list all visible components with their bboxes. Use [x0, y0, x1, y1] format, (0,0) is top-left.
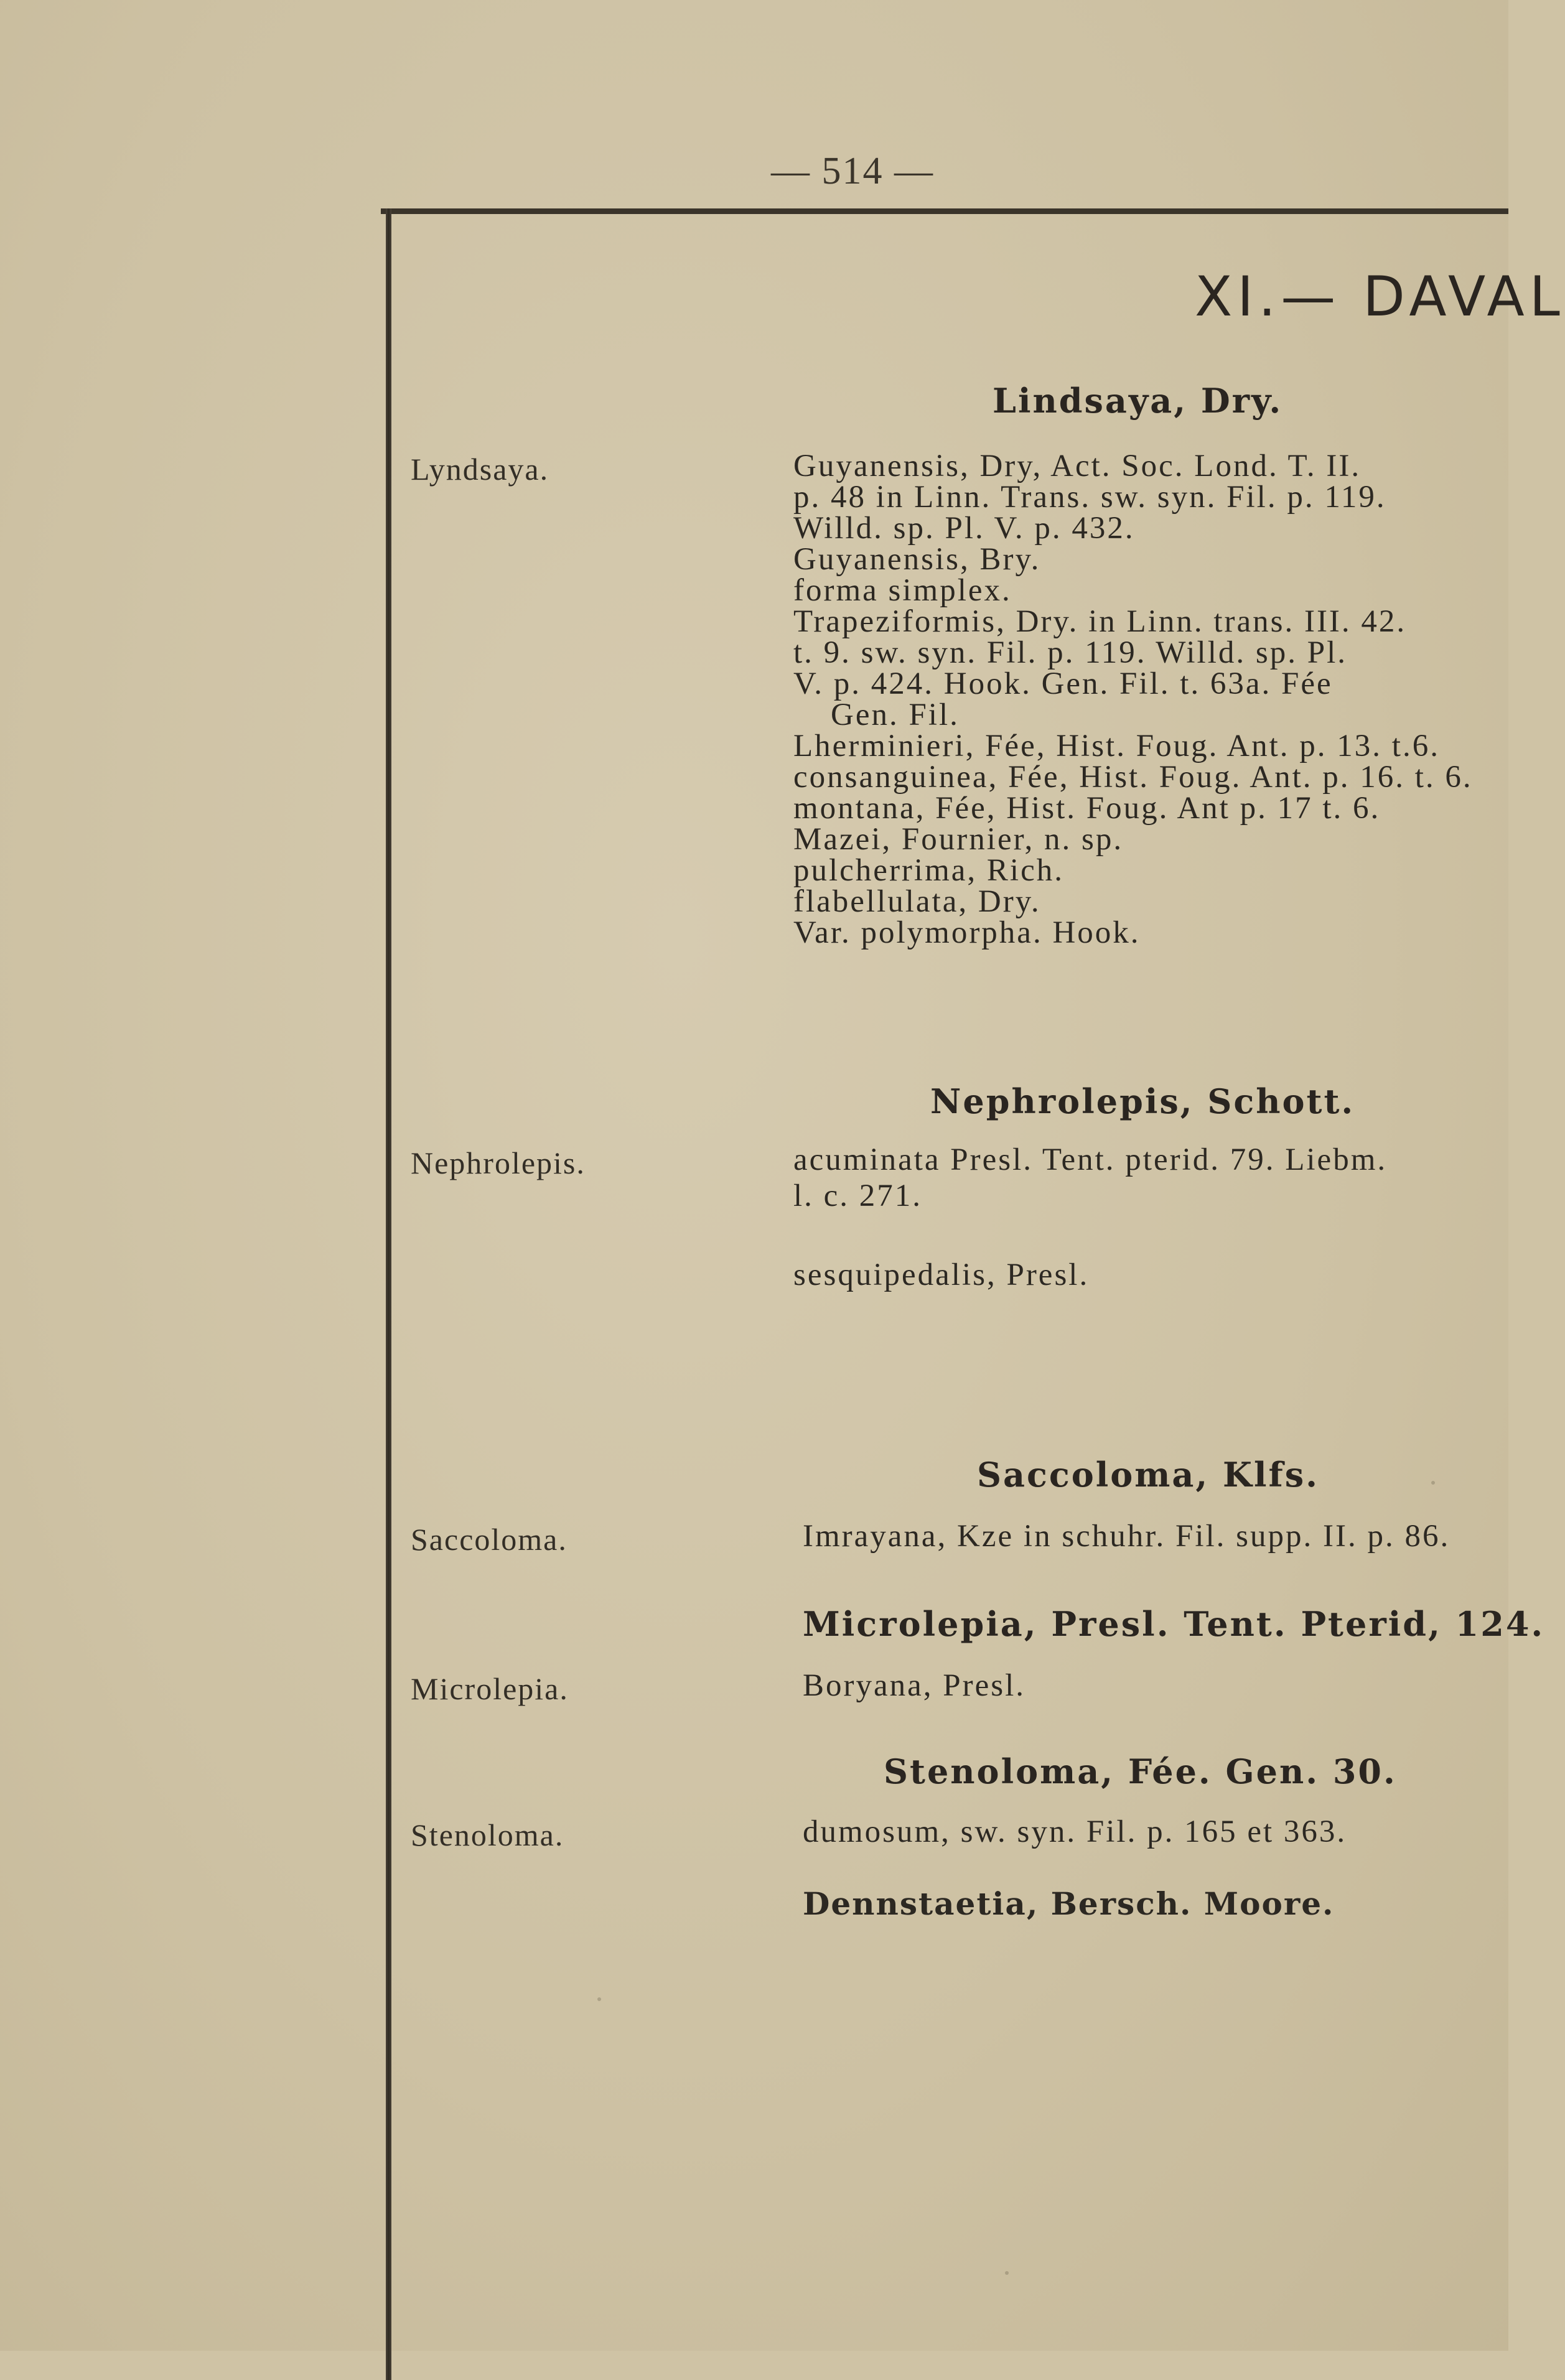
entry-line: Guyanensis, Dry, Act. Soc. Lond. T. II. [793, 449, 1362, 483]
genus-heading-saccoloma: Saccoloma, Klfs. [977, 1455, 1319, 1495]
entry-line: Dennstaetia, Bersch. Moore. [803, 1885, 1335, 1922]
entry-line: Imrayana, Kze in schuhr. Fil. supp. II. p. 86. [803, 1519, 1451, 1554]
entry-line: Trapeziformis, Dry. in Linn. trans. III. 42. [793, 604, 1407, 639]
paper-speck [1431, 1481, 1435, 1485]
left-margin-rule [386, 208, 391, 2380]
genus-label-nephrolepis: Nephrolepis. [411, 1146, 586, 1180]
genus-heading-lindsaya: Lindsaya, Dry. [993, 381, 1283, 421]
entry-line: p. 48 in Linn. Trans. sw. syn. Fil. p. 119. [793, 480, 1386, 515]
genus-label-lyndsaya: Lyndsaya. [411, 452, 549, 487]
entry-line: Lherminieri, Fée, Hist. Foug. Ant. p. 13. t.6. [793, 729, 1440, 763]
top-rule [381, 208, 1508, 214]
entry-line: l. c. 271. [793, 1178, 923, 1213]
entry-line: Gen. Fil. [831, 698, 960, 732]
entry-line: dumosum, sw. syn. Fil. p. 165 et 363. [803, 1814, 1347, 1849]
entry-line: pulcherrima, Rich. [793, 853, 1064, 888]
entry-line: Guyanensis, Bry. [793, 542, 1041, 577]
entry-line: Willd. sp. Pl. V. p. 432. [793, 511, 1135, 546]
genus-heading-stenoloma: Stenoloma, Fée. Gen. 30. [884, 1752, 1397, 1791]
entry-line: sesquipedalis, Presl. [793, 1258, 1090, 1292]
entry-line: Var. polymorpha. Hook. [793, 915, 1141, 950]
paper-speck [597, 1997, 601, 2001]
genus-label-saccoloma: Saccoloma. [411, 1522, 568, 1557]
section-title: XI.— DAVAL [1195, 264, 1565, 329]
entry-line: acuminata Presl. Tent. pterid. 79. Liebm. [793, 1142, 1388, 1177]
entry-line: Boryana, Presl. [803, 1668, 1026, 1703]
page-number: — 514 — [771, 150, 934, 192]
genus-heading-microlepia: Microlepia, Presl. Tent. Pterid, 124. [803, 1604, 1545, 1644]
entry-line: forma simplex. [793, 573, 1012, 608]
entry-line: Mazei, Fournier, n. sp. [793, 822, 1124, 857]
paper-speck [1005, 2271, 1009, 2275]
genus-label-microlepia: Microlepia. [411, 1671, 569, 1706]
entry-line: t. 9. sw. syn. Fil. p. 119. Willd. sp. Pl. [793, 635, 1348, 670]
genus-label-stenoloma: Stenoloma. [411, 1818, 564, 1852]
genus-heading-nephrolepis: Nephrolepis, Schott. [930, 1081, 1355, 1121]
entry-line: montana, Fée, Hist. Foug. Ant p. 17 t. 6. [793, 791, 1381, 826]
entry-line: flabellulata, Dry. [793, 884, 1041, 919]
entry-line: V. p. 424. Hook. Gen. Fil. t. 63a. Fée [793, 666, 1333, 701]
entry-line: consanguinea, Fée, Hist. Foug. Ant. p. 16. t. 6. [793, 760, 1473, 795]
